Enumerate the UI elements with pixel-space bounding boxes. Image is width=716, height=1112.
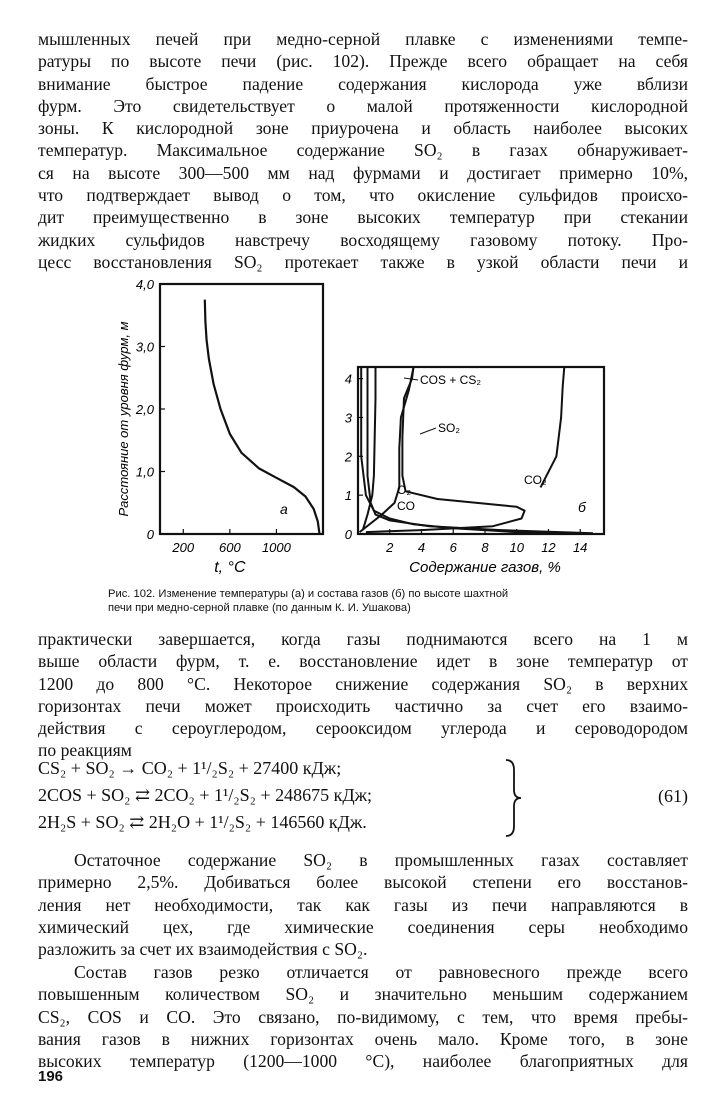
annotation-cos-cs2: COS + CS₂: [420, 373, 482, 387]
text-line: высоких температур (1200—1000 °C), наиболее благоприятных для: [38, 1051, 688, 1072]
text-line: ся на высоте 300—500 мм над фурмами и достигает примерно 10%,: [38, 162, 688, 183]
text-line: вания газов в нижних горизонтах очень мало. Кроме того, в зоне: [38, 1028, 688, 1049]
text-line: дит преимущественно в зоне высоких температур при стекании: [38, 207, 688, 228]
chart-panel-b: [344, 367, 604, 576]
text-line: действия с сероуглеродом, серооксидом углерода и сероводородом: [38, 718, 688, 739]
equation-row: CS₂ + SO₂ → CO₂ + 1¹/₂S₂ + 27400 кДж;: [38, 758, 342, 778]
text-line: Остаточное содержание SO₂ в промышленных газах составляет: [74, 850, 688, 870]
equation-number: (61): [658, 786, 688, 806]
text-line: повышенным количеством SO₂ и значительно меньшим содержанием: [38, 984, 688, 1005]
text-line: внимание быстрое падение содержания кислорода уже вблизи: [38, 73, 688, 94]
temperature-curve: [205, 300, 320, 534]
y-tick-label-a: 0: [146, 527, 154, 542]
text-line: выше области фурм, т. е. восстановление идет в зоне температур от: [38, 651, 688, 672]
caption-line: Рис. 102. Изменение температуры (а) и состава газов (б) по высоте шахтной: [108, 588, 509, 600]
page-number: 196: [38, 1068, 64, 1085]
y-tick-label-b: 4: [344, 371, 352, 387]
chart-panel-a: [116, 277, 323, 576]
equation-row: 2COS + SO₂ ⇄ 2CO₂ + 1¹/₂S₂ + 248675 кДж;: [38, 785, 373, 805]
panel-label-b: б: [578, 499, 586, 515]
paragraph-4: [38, 961, 688, 1072]
x-tick-label-b: 8: [481, 540, 489, 555]
text-line: температур. Максимальное содержание SO₂ в газах обнаруживает-: [38, 140, 688, 161]
y-tick-label-a: 1,0: [135, 464, 154, 480]
annotation-o2: O₂: [397, 483, 411, 497]
x-tick-label-b: 2: [386, 540, 394, 555]
gas-curve-4: [361, 367, 588, 534]
gas-curve-3: [541, 367, 565, 487]
x-tick-label-b: 6: [449, 540, 457, 555]
y-tick-label-a: 2,0: [135, 402, 154, 417]
y-tick-label-b: 1: [344, 488, 352, 504]
text-line: химический цех, где химические соединения серы необходимо: [38, 916, 688, 937]
text-line: ратуры по высоте печи (рис. 102). Прежде всего обращает на себя: [38, 51, 688, 72]
text-line: CS₂, COS и CO. Это связано, по-видимому, с тем, что время пребы-: [38, 1006, 688, 1027]
x-tick-label-b: 14: [572, 540, 588, 555]
text-line: 1200 до 800 °C. Некоторое снижение содержания SO₂ в верхних: [38, 673, 688, 694]
annotation-leader: [420, 428, 436, 434]
x-axis-label-b: Содержание газов, %: [409, 559, 561, 576]
figure-caption: [108, 588, 628, 615]
x-tick-label-b: 10: [509, 540, 524, 555]
text-line: мышленных печей при медно-серной плавке с изменениями темпе-: [38, 29, 688, 49]
y-tick-label-b: 0: [344, 527, 352, 542]
panel-label-a: а: [280, 501, 288, 517]
text-line: цесс восстановления SO₂ протекает также в узкой области печи и: [38, 251, 688, 272]
paragraph-2: [38, 628, 688, 762]
text-line: практически завершается, когда газы поднимаются всего на 1 м: [38, 629, 688, 649]
text-line: по реакциям: [38, 740, 132, 761]
y-axis-label-a: Расстояние от уровня фурм, м: [116, 321, 131, 517]
gas-curve-0: [363, 367, 376, 530]
text-line: фурм. Это свидетельствует о малой протяженности кислородной: [38, 95, 688, 116]
text-line: Состав газов резко отличается от равновесного прежде всего: [74, 962, 688, 982]
caption-line: печи при медно-серной плавке (по данным К. И. Ушакова): [108, 601, 411, 614]
x-tick-label-a: 1000: [261, 540, 291, 555]
text-line: зоны. К кислородной зоне приурочена и область наиболее высоких: [38, 118, 688, 139]
x-tick-label-a: 600: [219, 540, 241, 555]
text-line: разложить за счет их взаимодействия с SO₂.: [38, 939, 368, 960]
x-tick-label-b: 4: [417, 540, 426, 555]
text-line: примерно 2,5%. Добиваться более высокой степени его восстанов-: [38, 872, 688, 893]
text-line: горизонтах печи может происходить частично за счет его взаимо-: [38, 695, 688, 716]
x-tick-label-b: 12: [541, 540, 556, 555]
y-tick-label-a: 4,0: [135, 277, 154, 292]
figure-102: [108, 272, 608, 589]
x-tick-label-a: 200: [172, 540, 195, 555]
text-line: жидких сульфидов навстречу восходящему газовому потоку. Про-: [38, 229, 688, 250]
annotation-co2: CO₂: [524, 473, 547, 487]
equation-row: 2H₂S + SO₂ ⇄ 2H₂O + 1¹/₂S₂ + 146560 кДж.: [38, 812, 367, 832]
paragraph-3: [38, 849, 688, 960]
right-brace-icon: [503, 758, 523, 838]
equation-block-61: [38, 758, 688, 838]
annotation-co: CO: [397, 499, 415, 513]
text-line: ления нет необходимости, так как газы из печи направляются в: [38, 894, 688, 915]
figure-svg: [108, 272, 608, 584]
plot-frame-a: [160, 284, 323, 534]
y-tick-label-b: 2: [344, 449, 352, 465]
plot-frame-b: [358, 367, 604, 534]
paragraph-1: [38, 28, 688, 273]
y-tick-label-a: 3,0: [135, 339, 154, 355]
text-line: что подтверждает вывод о том, что окисление сульфидов происхо-: [38, 185, 688, 206]
x-axis-label-a: t, °C: [214, 559, 246, 576]
y-tick-label-b: 3: [344, 410, 352, 426]
annotation-so2: SO₂: [438, 421, 460, 435]
